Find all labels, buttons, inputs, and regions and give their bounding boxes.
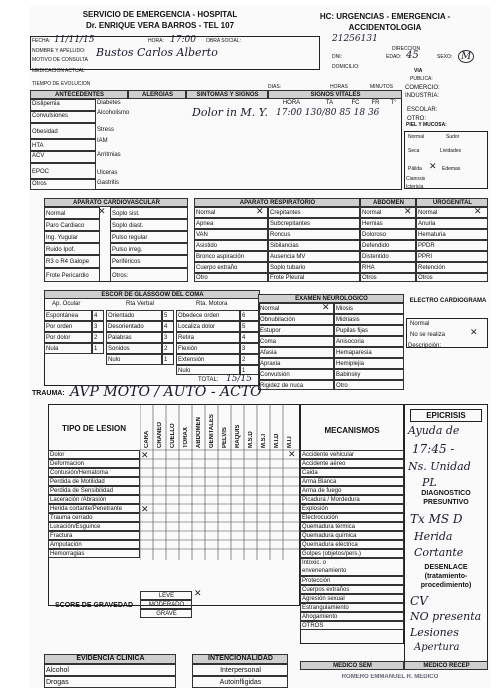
glasgow-motora-0-score: 6 bbox=[240, 310, 260, 321]
mecanismos-title: MECANISMOS bbox=[324, 426, 380, 435]
cardio-right-5: Otros: bbox=[110, 268, 188, 282]
fecha-value[interactable]: 11/11/15 bbox=[54, 35, 95, 45]
lesion-grid bbox=[140, 404, 300, 560]
abdomen-normal-check[interactable]: ✕ bbox=[404, 207, 412, 217]
glasgow-motora-1: Localiza dolor bbox=[176, 321, 240, 332]
glasgow-total-value[interactable]: 15/15 bbox=[226, 374, 252, 384]
emergency-form bbox=[30, 6, 490, 688]
hora-label: HORA: bbox=[148, 38, 164, 44]
desenlace-line-1[interactable]: NO presenta bbox=[410, 610, 482, 623]
trauma-value[interactable]: AVP MOTO / AUTO - ACTO bbox=[70, 384, 262, 400]
epicrisis-title: EPICRISIS bbox=[410, 409, 482, 422]
piel-palida-check[interactable]: ✕ bbox=[429, 162, 437, 172]
resp-right-3: Sibilancias bbox=[268, 240, 360, 251]
motivo-label: MOTIVO DE CONSULTA bbox=[32, 57, 88, 63]
mec-17: Estrangulamiento bbox=[300, 603, 404, 612]
ant-arritmias: Arritmias bbox=[97, 152, 121, 158]
mec-5: Picadura / Mordedura bbox=[300, 495, 404, 504]
abdomen-3: Defendido bbox=[360, 240, 416, 251]
cardio-left-1: Paro Cardiaco bbox=[44, 219, 100, 231]
resp-normal-check[interactable]: ✕ bbox=[256, 207, 264, 217]
glasgow-verbal-4: Nulo bbox=[106, 354, 162, 365]
signos-vitales-header: SIGNOS VITALES bbox=[268, 90, 402, 99]
lesion-row-11: Hemorragias bbox=[48, 549, 140, 558]
lesion-row-4: Perdida de Sensibilidad bbox=[48, 486, 140, 495]
mec-11: Golpes (objetos/pers.) bbox=[300, 549, 404, 558]
neuro-left-1: Obnubilación bbox=[258, 314, 334, 325]
minutos-label: MINUTOS bbox=[370, 84, 393, 90]
glasgow-ocular-3: Nula bbox=[44, 343, 92, 354]
neuro-right-5: Hemiplejia bbox=[334, 358, 404, 369]
lesion-row-8: Luxación/Esguince bbox=[48, 522, 140, 531]
uro-4: PPRI bbox=[416, 251, 488, 262]
glasgow-verbal-1-score: 4 bbox=[162, 321, 174, 332]
hospital-title: SERVICIO DE EMERGENCIA - HOSPITAL bbox=[82, 10, 238, 19]
col-cuello: CUELLO bbox=[170, 423, 176, 448]
neuro-right-3: Anisocoria bbox=[334, 336, 404, 347]
cardio-right-0: Soplo sist. bbox=[110, 207, 188, 219]
glasgow-motora-2-score: 4 bbox=[240, 332, 260, 343]
glasgow-motora-4-score: 2 bbox=[240, 354, 260, 365]
vitals-value[interactable]: 17:00 130/80 85 18 36 bbox=[276, 108, 380, 118]
publica-label: PUBLICA: bbox=[410, 76, 433, 82]
glasgow-title: ESCOR DE GLASSGOW DEL COMA bbox=[44, 290, 260, 299]
vital-temp: T° bbox=[390, 100, 397, 106]
diagnostico-title-2: PRESUNTIVO bbox=[423, 499, 469, 506]
diag-line-2[interactable]: Cortante bbox=[414, 546, 464, 559]
lesion-row-9: Fractura bbox=[48, 531, 140, 540]
resp-left-3: Asistido bbox=[194, 240, 268, 251]
glasgow-verbal-3: Sonidos bbox=[106, 343, 162, 354]
ecg-descripcion: Descripción: bbox=[408, 343, 442, 349]
cardio-right-1: Soplo diast. bbox=[110, 219, 188, 231]
horas-label: HORAS bbox=[330, 84, 348, 90]
evidencia-alcohol: Alcohol bbox=[44, 664, 176, 676]
piel-seca: Seca bbox=[408, 148, 420, 154]
uro-5: Retención bbox=[416, 262, 488, 273]
desenlace-line-2[interactable]: Lesiones bbox=[410, 626, 459, 639]
neuro-right-0: Miosis bbox=[334, 303, 404, 314]
urogenital-title: UROGENITAL bbox=[416, 198, 488, 207]
glasgow-verbal-0-score: 5 bbox=[162, 310, 174, 321]
cardio-right-4: Periféricos bbox=[110, 255, 188, 268]
cardio-left-4: R3 o R4 Galope bbox=[44, 255, 100, 268]
epicrisis-line-2[interactable]: Ns. Unidad bbox=[408, 460, 471, 473]
abdomen-6: Otros bbox=[360, 273, 416, 282]
medicacion-label: MEDICACION ACTUAL bbox=[32, 68, 85, 74]
mec-2: Caida bbox=[300, 468, 404, 477]
piel-normal: Normal bbox=[408, 134, 425, 140]
epicrisis-line-0[interactable]: Ayuda de bbox=[408, 424, 460, 437]
desenlace-line-3[interactable]: Apertura bbox=[414, 642, 460, 653]
hospital-subtitle: Dr. ENRIQUE VERA BARROS - TEL 107 bbox=[85, 21, 235, 30]
uro-2: Hematuria bbox=[416, 229, 488, 240]
resp-title: APARATO RESPIRATORIO bbox=[194, 198, 360, 207]
col-cara: CARA bbox=[144, 430, 150, 448]
col-genitales: GENITALES bbox=[209, 414, 215, 448]
glasgow-verbal-0: Orientado bbox=[106, 310, 162, 321]
cardio-right-2: Pulso regular bbox=[110, 231, 188, 243]
col-pelvis: PELVIS bbox=[222, 427, 228, 448]
mec-16: Agresión sexual bbox=[300, 594, 404, 603]
intencionalidad-autoinfligidas: Autoinfligidas bbox=[192, 676, 288, 688]
abdomen-4: Distentido bbox=[360, 251, 416, 262]
mec-0: Accidente vehicular bbox=[300, 450, 404, 459]
medico-recep: MEDICO RECEP bbox=[404, 661, 488, 670]
cardio-left-0: Normal bbox=[44, 207, 100, 219]
neuro-left-4: Afasia bbox=[258, 347, 334, 358]
dni-label: DNI: bbox=[332, 54, 342, 60]
resp-left-2: VAN bbox=[194, 229, 268, 240]
resp-left-1: Apnea bbox=[194, 218, 268, 229]
glasgow-verbal-4-score: 1 bbox=[162, 354, 174, 365]
uro-0: Normal bbox=[416, 207, 488, 218]
glasgow-motora-1-score: 5 bbox=[240, 321, 260, 332]
glasgow-motora-0: Obedece orden bbox=[176, 310, 240, 321]
ecg-normal: Normal bbox=[410, 321, 430, 327]
gravedad-leve: LEVE bbox=[140, 591, 192, 600]
mec-9: Quemadura química bbox=[300, 531, 404, 540]
neuro-right-4: Hemaparesia bbox=[334, 347, 404, 358]
neuro-left-0: Normal bbox=[258, 303, 334, 314]
col-msi: M.S.I bbox=[261, 433, 267, 448]
lesion-dolor-msd-check[interactable]: ✕ bbox=[141, 451, 149, 461]
glasgow-motora-header: Rta. Motora bbox=[196, 301, 228, 307]
direccion-label: DIRECCION bbox=[392, 46, 421, 52]
col-msd: M.S.D bbox=[248, 431, 254, 448]
neuro-right-7: Otro bbox=[334, 380, 404, 390]
ant-ulceras: Ulceras bbox=[97, 170, 118, 176]
glasgow-motora-5: Nulo bbox=[176, 365, 240, 375]
diag-line-0[interactable]: Tx MS D bbox=[410, 512, 463, 526]
diag-line-1[interactable]: Herida bbox=[414, 530, 453, 543]
glasgow-motora-3: Flexión bbox=[176, 343, 240, 354]
abdomen-1: Hernias bbox=[360, 218, 416, 229]
intencionalidad-interpersonal: Interpersonal bbox=[192, 664, 288, 676]
ant-stress: Stress bbox=[97, 127, 115, 133]
lesion-row-2: Contusión/Hematoma bbox=[48, 468, 140, 477]
obra-social-label: OBRA SOCIAL: bbox=[206, 38, 242, 44]
neuro-right-6: Babinsky bbox=[334, 369, 404, 380]
ecg-title: ELECTRO CARDIOGRAMA bbox=[409, 298, 487, 304]
resp-left-0: Normal bbox=[194, 207, 268, 218]
evidencia-title: EVIDENCIA CLINICA bbox=[44, 654, 176, 664]
glasgow-motora-2: Retira bbox=[176, 332, 240, 343]
mec-19: OTROS bbox=[300, 621, 404, 630]
desenlace-line-0[interactable]: CV bbox=[410, 594, 428, 608]
otro-label: OTRO: bbox=[407, 116, 426, 122]
glasgow-motora-3-score: 3 bbox=[240, 343, 260, 354]
edad-label: EDAD: bbox=[386, 54, 402, 60]
cardio-left-5: Frote Pericardio bbox=[44, 268, 100, 282]
neuro-left-5: Apraxia bbox=[258, 358, 334, 369]
glasgow-motora-4: Extensión bbox=[176, 354, 240, 365]
ecg-no-realiza: No se realiza bbox=[410, 332, 446, 338]
mec-4: Arma de fuego bbox=[300, 486, 404, 495]
intencionalidad-title: INTENCIONALIDAD bbox=[192, 654, 288, 664]
evidencia-drogas: Drogas bbox=[44, 676, 176, 688]
mec-10: Quemadura eléctrica bbox=[300, 540, 404, 549]
glasgow-verbal-1: Desorientado bbox=[106, 321, 162, 332]
neuro-left-7: Rigidez de nuca bbox=[258, 380, 334, 390]
piel-ictericia: Ictericia bbox=[406, 184, 424, 190]
glasgow-ocular-1-score: 3 bbox=[92, 321, 104, 332]
desenlace-title: DESENLACE bbox=[424, 564, 468, 571]
mec-18: Ahogamiento bbox=[300, 612, 404, 621]
resp-right-4: Ausencia MV bbox=[268, 251, 360, 262]
ant-obesidad: Obesidad bbox=[30, 123, 96, 139]
neuro-left-6: Convulsión bbox=[258, 369, 334, 380]
lesion-title: TIPO DE LESION bbox=[61, 424, 126, 433]
gravedad-grave: GRAVE bbox=[140, 609, 192, 618]
hora-value[interactable]: 17:00 bbox=[170, 35, 196, 45]
resp-right-5: Soplo tubario bbox=[268, 262, 360, 273]
desenlace-title-2: (tratamiento- bbox=[424, 573, 468, 580]
glasgow-verbal-header: Rta Verbal bbox=[126, 301, 155, 307]
sexo-value[interactable]: M bbox=[458, 50, 474, 63]
ant-hta: HTA bbox=[30, 139, 96, 151]
piel-sudor: Sudor bbox=[446, 134, 460, 140]
abdomen-5: RHA bbox=[360, 262, 416, 273]
cardio-left-2: Ing. Yugular bbox=[44, 231, 100, 243]
piel-cianosis: Cianosis bbox=[406, 176, 426, 182]
glasgow-verbal-2-score: 3 bbox=[162, 332, 174, 343]
neuro-left-3: Coma bbox=[258, 336, 334, 347]
cardio-left-3: Ruido Ipof. bbox=[44, 243, 100, 255]
uro-3: PPDR bbox=[416, 240, 488, 251]
mec-6: Explosión bbox=[300, 504, 404, 513]
mec-1: Accidente aéreo bbox=[300, 459, 404, 468]
piel-lividades: Lividades bbox=[440, 148, 462, 154]
abdomen-0: Normal bbox=[360, 207, 416, 218]
glasgow-ocular-1: Por orden bbox=[44, 321, 92, 332]
doctor-stamp: ROMERO EMMANUEL R. MEDICO bbox=[341, 674, 439, 680]
col-torax: TORAX bbox=[183, 427, 189, 448]
domicilio-label: DOMICILIO: bbox=[332, 64, 360, 70]
neuro-normal-check[interactable]: ✕ bbox=[322, 303, 330, 313]
glasgow-total-label: TOTAL: bbox=[198, 377, 219, 383]
ant-gastritis: Gastritis bbox=[97, 180, 120, 186]
sexo-label: SEXO: bbox=[437, 54, 453, 60]
resp-left-5: Cuerpo extraño bbox=[194, 262, 268, 273]
uro-normal-check[interactable]: ✕ bbox=[474, 207, 482, 217]
mec-accidente-check[interactable]: ✕ bbox=[288, 450, 296, 460]
diagnostico-title: DIAGNOSTICO bbox=[421, 490, 471, 497]
via-label: VIA bbox=[414, 68, 423, 74]
tiempo-label: TIEMPO DE EVOLUCION bbox=[32, 81, 91, 87]
vital-ta: TA bbox=[325, 100, 334, 106]
neuro-right-2: Pupilas fijas bbox=[334, 325, 404, 336]
vital-hora: HORA bbox=[282, 100, 301, 106]
alergias-header: ALERGIAS bbox=[128, 90, 186, 99]
resp-left-6: Otro bbox=[194, 273, 268, 282]
medico-sem: MEDICO SEM bbox=[300, 661, 404, 670]
resp-right-1: Subcrepitantes bbox=[268, 218, 360, 229]
lesion-row-1: Deformacion bbox=[48, 459, 140, 468]
ant-dislipemia: Dislipemia bbox=[30, 99, 96, 111]
resp-right-0: Crepitantes bbox=[268, 207, 360, 218]
glasgow-ocular-3-score: 1 bbox=[92, 343, 104, 354]
mec-3: Arma Blanca bbox=[300, 477, 404, 486]
ecg-no-realiza-check[interactable]: ✕ bbox=[470, 328, 478, 338]
ant-diabetes: Diabetes bbox=[97, 100, 121, 106]
gravedad-leve-check[interactable]: ✕ bbox=[194, 589, 202, 599]
neuro-title: EXAMEN NEUROLOGICO bbox=[258, 294, 404, 303]
glasgow-ocular-0: Espontánea bbox=[44, 310, 92, 321]
mec-15: Cuerpos extraños bbox=[300, 585, 404, 594]
glasgow-ocular-header: Ap. Ocular bbox=[52, 301, 81, 307]
abdomen-title: ABDOMEN bbox=[360, 198, 416, 207]
hc-number[interactable]: 21256131 bbox=[332, 34, 378, 44]
glasgow-ocular-0-score: 4 bbox=[92, 310, 104, 321]
uro-6: Otros bbox=[416, 273, 488, 282]
mec-12: Intoxic. o bbox=[300, 558, 404, 567]
comercio-label: COMERCIO: bbox=[405, 85, 440, 91]
piel-edemas: Edemas bbox=[442, 166, 461, 172]
glasgow-ocular-2: Por dolor bbox=[44, 332, 92, 343]
gravedad-title: SCORE DE GRAVEDAD bbox=[54, 602, 134, 609]
mec-8: Quemadura térmica bbox=[300, 522, 404, 531]
ant-epoc: EPOC bbox=[30, 163, 96, 179]
cardio-right-3: Pulso irreg. bbox=[110, 243, 188, 255]
cardio-normal-check[interactable]: ✕ bbox=[98, 207, 106, 217]
ant-iam: IAM bbox=[97, 138, 108, 144]
neuro-left-2: Estupor bbox=[258, 325, 334, 336]
gravedad-moderado: MODERADO bbox=[140, 600, 192, 609]
col-abdomen: ABDOMEN bbox=[196, 417, 202, 448]
industria-label: INDUSTRIA: bbox=[405, 93, 440, 99]
mec-13: envenenamiento bbox=[300, 567, 404, 576]
sintomas-header: SINTOMAS Y SIGNOS bbox=[186, 90, 268, 99]
glasgow-motora-5-score: 1 bbox=[240, 365, 260, 375]
lesion-row-10: Amputación bbox=[48, 540, 140, 549]
epicrisis-line-1[interactable]: 17:45 - bbox=[412, 442, 455, 456]
lesion-row-3: Perdida de Motilidad bbox=[48, 477, 140, 486]
abdomen-2: Doloroso bbox=[360, 229, 416, 240]
resp-right-6: Frote Pleural bbox=[268, 273, 360, 282]
resp-right-2: Roncus bbox=[268, 229, 360, 240]
glasgow-verbal-2: Palabras bbox=[106, 332, 162, 343]
ant-otros: Otros bbox=[30, 179, 96, 190]
form-title: HC: URGENCIAS - EMERGENCIA - bbox=[319, 12, 451, 21]
fecha-label: FECHA: bbox=[32, 38, 51, 44]
piel-title: PIEL Y MUCOSA: bbox=[406, 122, 447, 128]
vital-fr: FR bbox=[371, 100, 380, 106]
mec-7: Electrocución bbox=[300, 513, 404, 522]
trauma-label: TRAUMA: bbox=[32, 390, 65, 397]
col-raquis: RAQUIS bbox=[235, 424, 241, 448]
vital-fc: FC bbox=[351, 100, 360, 106]
form-subtitle: ACCIDENTOLOGIA bbox=[348, 23, 422, 32]
sintomas-value[interactable]: Dolor in M. Y. bbox=[192, 106, 269, 119]
col-mid: M.I.D bbox=[274, 433, 280, 448]
uro-1: Anuria bbox=[416, 218, 488, 229]
lesion-row-5: Laceración /Abrasión bbox=[48, 495, 140, 504]
epicrisis-line-3[interactable]: PL bbox=[422, 476, 437, 489]
col-craneo: CRANEO bbox=[157, 421, 163, 448]
edad-value[interactable]: 45 bbox=[406, 50, 419, 61]
nombre-value[interactable]: Bustos Carlos Alberto bbox=[96, 46, 218, 59]
antecedentes-header: ANTECEDENTES bbox=[30, 90, 128, 99]
lesion-row-7: Trauma cerrado bbox=[48, 513, 140, 522]
lesion-row-0: Dolor bbox=[48, 450, 140, 459]
lesion-row-6: Herida cortante/Penetrante bbox=[48, 504, 140, 513]
ant-convulsiones: Convulsiones bbox=[30, 111, 96, 123]
cardio-title: APARATO CARDIOVASCULAR bbox=[44, 198, 188, 207]
escolar-label: ESCOLAR: bbox=[407, 107, 438, 113]
piel-palida: Pálida bbox=[408, 166, 422, 172]
glasgow-verbal-3-score: 2 bbox=[162, 343, 174, 354]
glasgow-ocular-2-score: 2 bbox=[92, 332, 104, 343]
neuro-right-1: Midriasis bbox=[334, 314, 404, 325]
nombre-label: NOMBRE Y APELLIDO: bbox=[32, 48, 86, 54]
lesion-herida-msd-check[interactable]: ✕ bbox=[141, 505, 149, 515]
ant-alcoholismo: Alcoholismo bbox=[97, 110, 130, 116]
ant-acv: ACV bbox=[30, 151, 96, 163]
mec-14: Protección bbox=[300, 576, 404, 585]
resp-left-4: Bronco aspiración bbox=[194, 251, 268, 262]
desenlace-title-3: procedimiento) bbox=[420, 582, 472, 589]
col-mii: M.I.I bbox=[287, 436, 293, 448]
dias-label: DIAS: bbox=[268, 84, 282, 90]
